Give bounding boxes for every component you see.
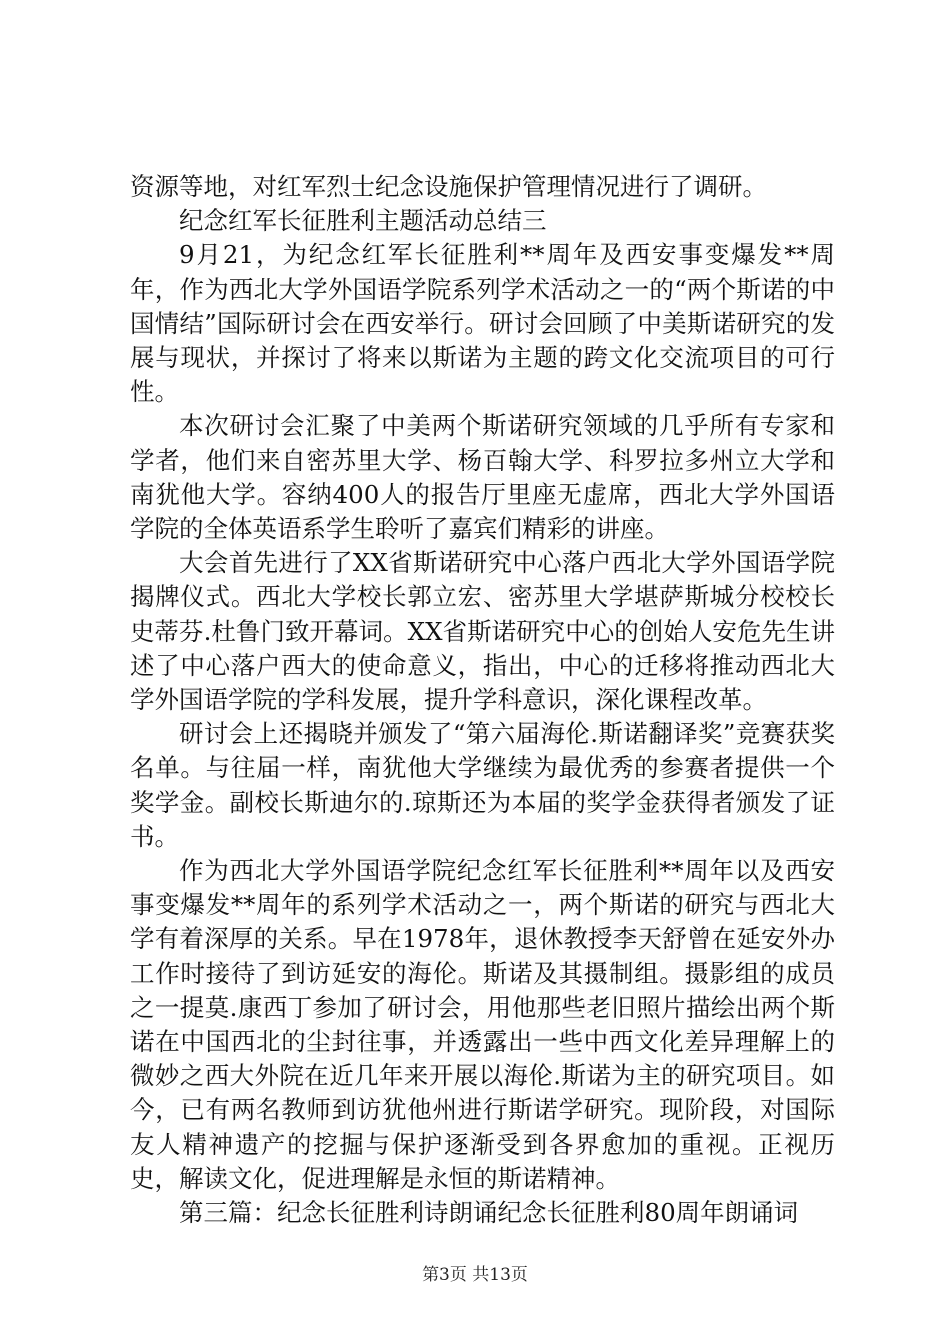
document-body bbox=[130, 170, 835, 1230]
section-heading: 纪念红军长征胜利主题活动总结三 bbox=[179, 206, 547, 236]
paragraph: 9月21，为纪念红军长征胜利**周年及西安事变爆发**周年，作为西北大学外国语学院系列学术活动之一的“两个斯诺的中国情结”国际研讨会在西安举行。研讨会回顾了中美斯诺研究的发展与现状，并探讨了将来以斯诺为主题的跨文化交流项目的可行性。 bbox=[130, 240, 835, 407]
paragraph: 研讨会上还揭晓并颁发了“第六届海伦.斯诺翻译奖”竞赛获奖名单。与往届一样，南犹他大学继续为最优秀的参赛者提供一个奖学金。副校长斯迪尔的.琼斯还为本届的奖学金获得者颁发了证书。 bbox=[130, 719, 835, 851]
paragraph: 大会首先进行了XX省斯诺研究中心落户西北大学外国语学院揭牌仪式。西北大学校长郭立宏、密苏里大学堪萨斯城分校校长史蒂芬.杜鲁门致开幕词。XX省斯诺研究中心的创始人安危先生讲述了中心落户西大的使命意义，指出，中心的迁移将推动西北大学外国语学院的学科发展，提升学科意识，深化课程改革。 bbox=[130, 548, 835, 715]
paragraph: 本次研讨会汇聚了中美两个斯诺研究领域的几乎所有专家和学者，他们来自密苏里大学、杨百翰大学、科罗拉多州立大学和南犹他大学。容纳400人的报告厅里座无虚席，西北大学外国语学院的全体英语系学生聆听了嘉宾们精彩的讲座。 bbox=[130, 411, 835, 544]
section-heading: 第三篇：纪念长征胜利诗朗诵纪念长征胜利80周年朗诵词 bbox=[179, 1198, 799, 1228]
page-footer: 第3页 共13页 bbox=[422, 1265, 528, 1285]
paragraph-continuation: 资源等地，对红军烈士纪念设施保护管理情况进行了调研。 bbox=[130, 172, 767, 201]
paragraph: 作为西北大学外国语学院纪念红军长征胜利**周年以及西安事变爆发**周年的系列学术活动之一，两个斯诺的研究与西北大学有着深厚的关系。早在1978年，退休教授李天舒曾在延安外办工作时接待了到访延安的海伦。斯诺及其摄制组。摄影组的成员之一提莫.康西丁参加了研讨会，用他那些老旧照片描绘出两个斯诺在中国西北的尘封往事，并透露出一些中西文化差异理解上的微妙之西大外院在近几年来开展以海伦.斯诺为主的研究项目。如今，已有两名教师到访犹他州进行斯诺学研究。现阶段，对国际友人精神遗产的挖掘与保护逐渐受到各界愈加的重视。正视历史，解读文化，促进理解是永恒的斯诺精神。 bbox=[130, 856, 835, 1193]
